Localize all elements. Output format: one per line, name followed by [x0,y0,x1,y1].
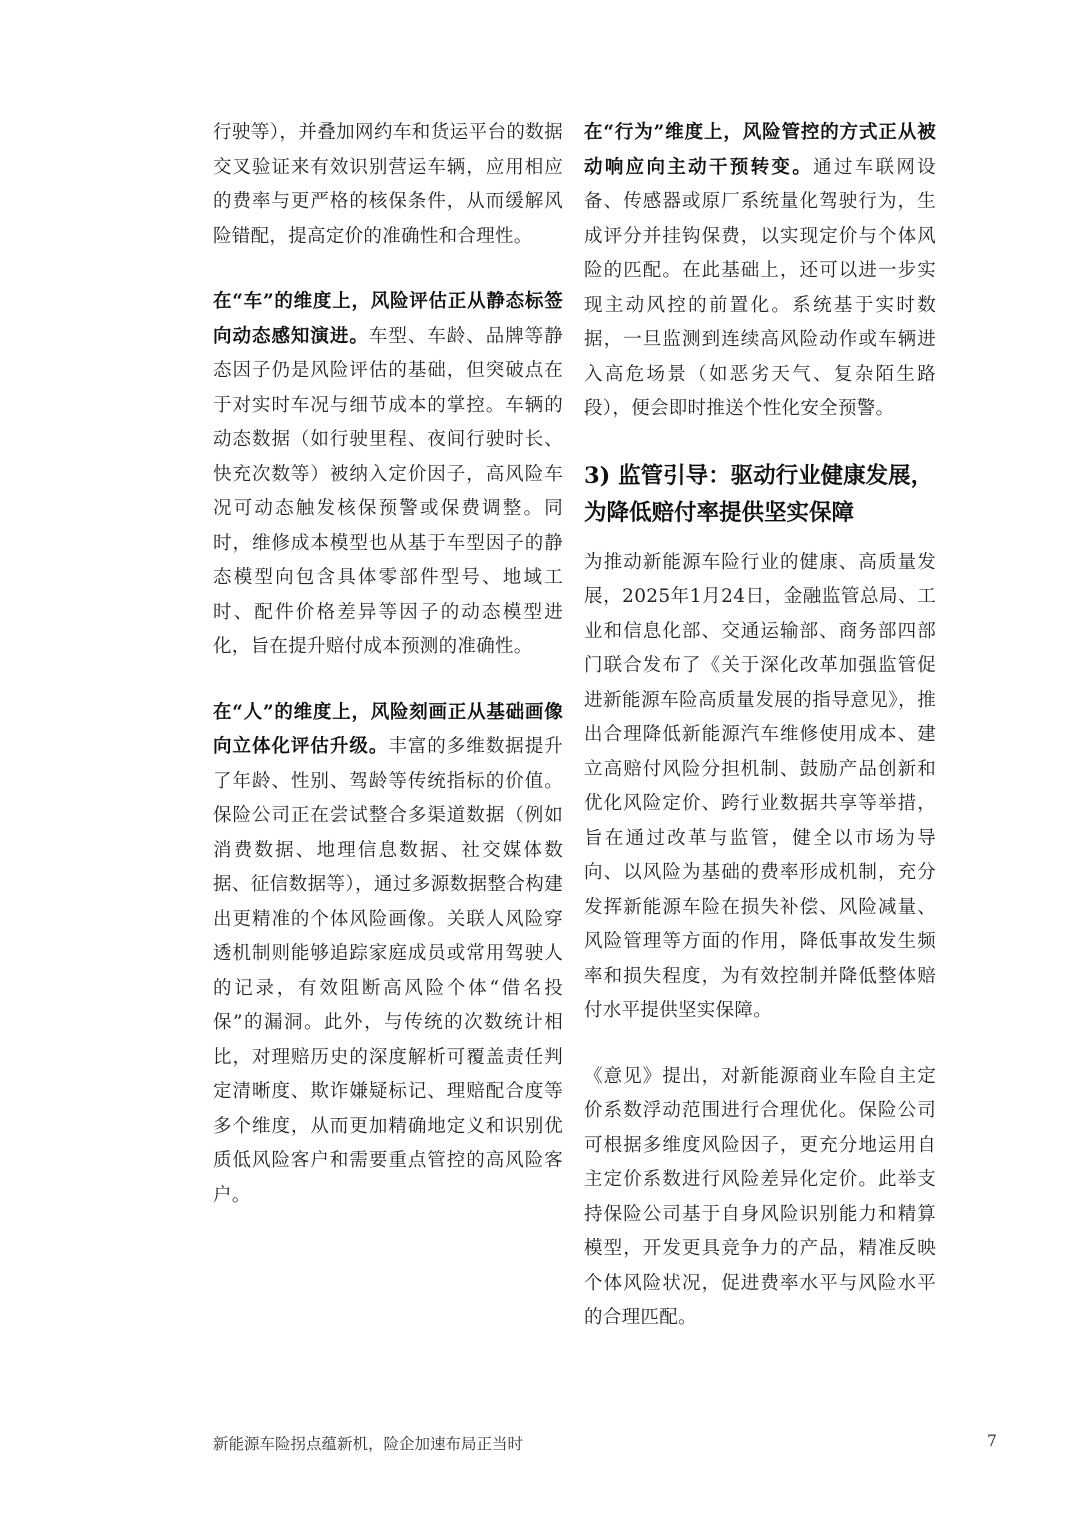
paragraph-lead: 在“行为”维度上，风险管控的方式正从被动响应向主动干预转变。 [584,122,936,178]
paragraph-lead: 在“人”的维度上，风险刻画正从基础画像向立体化评估升级。 [213,701,563,757]
right-column [584,116,936,1367]
paragraph-opinion: 《意见》提出，对新能源商业车险自主定价系数浮动范围进行合理优化。保险公司可根据多维度风险因子，更充分地运用自主定价系数进行风险差异化定价。此举支持保险公司基于自身风险识别能力和精算模型，开发更具竞争力的产品，精准反映个体风险状况，促进费率水平与风险水平的合理匹配。 [584,1065,936,1328]
paragraph-lead: 在“车”的维度上，风险评估正从静态标签向动态感知演进。 [213,291,563,347]
paragraph-intro-continued: 行驶等），并叠加网约车和货运平台的数据交叉验证来有效识别营运车辆，应用相应的费率与更严格的核保条件，从而缓解风险错配，提高定价的准确性和合理性。 [213,122,563,247]
footer-title: 新能源车险拐点蕴新机，险企加速布局正当时 [213,1435,524,1453]
left-column [213,116,563,1244]
paragraph-person-dimension: 在“人”的维度上，风险刻画正从基础画像向立体化评估升级。丰富的多维数据提升了年龄、性别、驾龄等传统指标的价值。保险公司正在尝试整合多渠道数据（例如消费数据、地理信息数据、社交媒体数据、征信数据等），通过多源数据整合构建出更精准的个体风险画像。关联人风险穿透机制则能够追踪家庭成员或常用驾驶人的记录，有效阻断高风险个体“借名投保”的漏洞。此外，与传统的次数统计相比，对理赔历史的深度解析可覆盖责任判定清晰度、欺诈嫌疑标记、理赔配合度等多个维度，从而更加精确地定义和识别优质低风险客户和需要重点管控的高风险客户。 [213,701,564,1206]
paragraph-vehicle-dimension: 在“车”的维度上，风险评估正从静态标签向动态感知演进。车型、车龄、品牌等静态因子仍是风险评估的基础，但突破点在于对实时车况与细节成本的掌控。车辆的动态数据（如行驶里程、夜间行驶时长、快充次数等）被纳入定价因子，高风险车况可动态触发核保预警或保费调整。同时，维修成本模型也从基于车型因子的静态模型向包含具体零部件型号、地域工时、配件价格差异等因子的动态模型进化，旨在提升赔付成本预测的准确性。 [213,291,563,657]
paragraph-regulation: 为推动新能源车险行业的健康、高质量发展，2025年1月24日，金融监管总局、工业和信息化部、交通运输部、商务部四部门联合发布了《关于深化改革加强监管促进新能源车险高质量发展的指导意见》，推出合理降低新能源汽车维修使用成本、建立高赔付风险分担机制、鼓励产品创新和优化风险定价、跨行业数据共享等举措，旨在通过改革与监管，健全以市场为导向、以风险为基础的费率形成机制，充分发挥新能源车险在损失补偿、风险减量、风险管理等方面的作用，降低事故发生频率和损失程度，为有效控制并降低整体赔付水平提供坚实保障。 [584,551,936,1021]
section-heading: 3) 监管引导：驱动行业健康发展，为降低赔付率提供坚实保障 [584,462,934,526]
paragraph-behavior-dimension: 在“行为”维度上，风险管控的方式正从被动响应向主动干预转变。通过车联网设备、传感器或原厂系统量化驾驶行为，生成评分并挂钩保费，以实现定价与个体风险的匹配。在此基础上，还可以进一步实现主动风控的前置化。系统基于实时数据，一旦监测到连续高风险动作或车辆进入高危场景（如恶劣天气、复杂陌生路段），便会即时推送个性化安全预警。 [584,122,936,419]
page-number: 7 [987,1432,997,1450]
